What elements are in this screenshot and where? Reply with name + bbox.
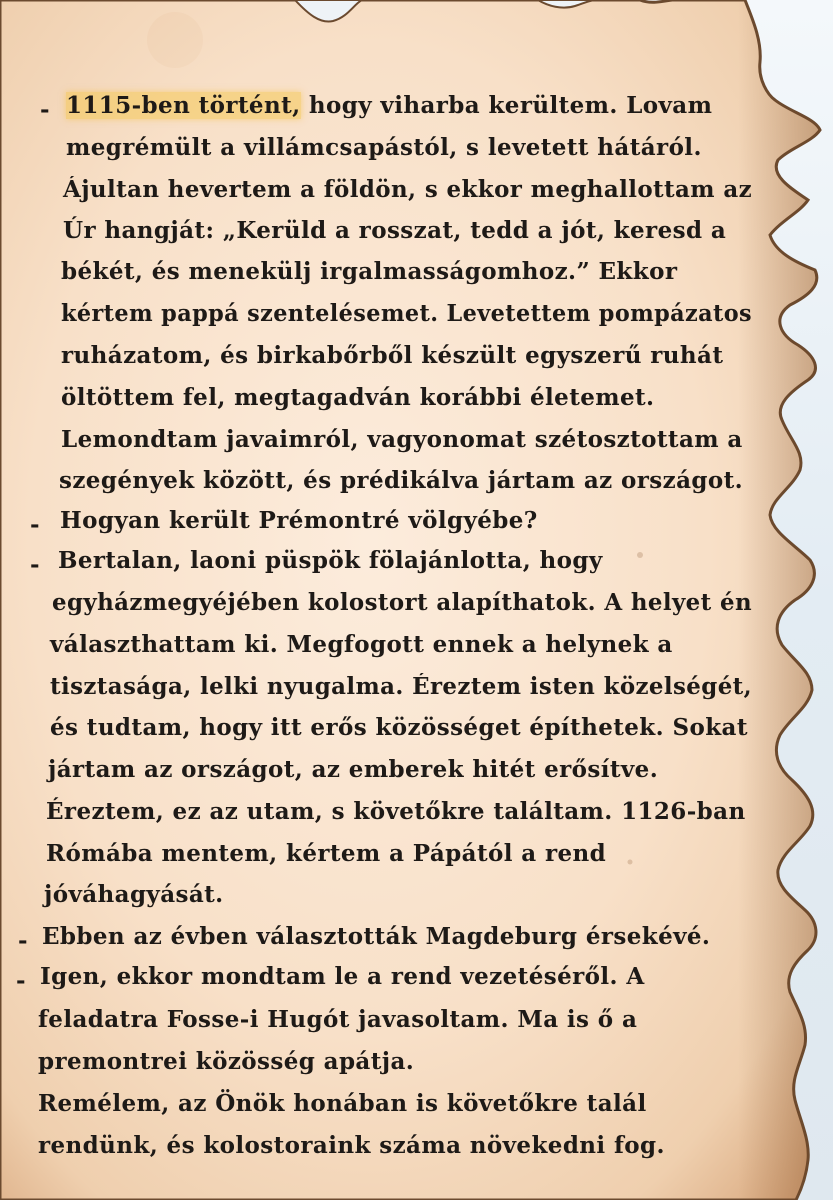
text-line: Hogyan került Prémontré völgyébe? bbox=[60, 507, 538, 534]
text-line: öltöttem fel, megtagadván korábbi életemet. bbox=[61, 384, 655, 411]
text-line: jóváhagyását. bbox=[44, 881, 224, 908]
dialogue-dash: - bbox=[16, 967, 26, 994]
text-line: és tudtam, hogy itt erős közösséget építhetek. Sokat bbox=[50, 714, 748, 741]
text-line: választhattam ki. Megfogott ennek a helynek a bbox=[50, 631, 673, 658]
text-line: Ebben az évben választották Magdeburg érsekévé. bbox=[42, 923, 711, 950]
text-line: megrémült a villámcsapástól, s levetett hátáról. bbox=[66, 134, 702, 161]
text-line: Lemondtam javaimról, vagyonomat szétosztottam a bbox=[61, 426, 743, 453]
text-line: rendünk, és kolostoraink száma növekedni fog. bbox=[38, 1132, 665, 1159]
text-line: Éreztem, ez az utam, s követőkre találtam. 1126-ban bbox=[46, 798, 746, 825]
text-line: Úr hangját: „Kerüld a rosszat, tedd a jót, keresd a bbox=[63, 217, 727, 244]
text-line: jártam az országot, az emberek hitét erősítve. bbox=[48, 756, 659, 783]
dialogue-dash: - bbox=[30, 551, 40, 578]
text-line: tisztasága, lelki nyugalma. Éreztem isten közelségét, bbox=[50, 673, 753, 700]
text-line: egyházmegyéjében kolostort alapíthatok. A helyet én bbox=[52, 589, 753, 616]
text-line-rest: hogy viharba kerültem. Lovam bbox=[300, 92, 713, 119]
text-line: Bertalan, laoni püspök fölajánlotta, hogy bbox=[58, 547, 603, 574]
highlighted-phrase: 1115-ben történt, bbox=[66, 92, 301, 119]
text-line: Igen, ekkor mondtam le a rend vezetéséről. A bbox=[40, 963, 645, 990]
text-line: szegények között, és prédikálva jártam az országot. bbox=[59, 467, 744, 494]
dialogue-dash: - bbox=[18, 927, 28, 954]
text-line: premontrei közösség apátja. bbox=[38, 1048, 415, 1075]
text-line: Rómába mentem, kértem a Pápától a rend bbox=[46, 840, 607, 867]
text-line bbox=[66, 94, 712, 117]
text-line: Remélem, az Önök honában is követőkre talál bbox=[38, 1090, 647, 1117]
dialogue-dash: - bbox=[40, 96, 50, 123]
text-line: feladatra Fosse-i Hugót javasoltam. Ma is ő a bbox=[38, 1006, 638, 1033]
text-line: ruházatom, és birkabőrből készült egyszerű ruhát bbox=[61, 342, 724, 369]
text-line: kértem pappá szentelésemet. Levetettem pompázatos bbox=[61, 300, 752, 327]
text-line: békét, és menekülj irgalmasságomhoz.” Ekkor bbox=[61, 258, 678, 285]
text-line: Ájultan hevertem a földön, s ekkor meghallottam az bbox=[63, 176, 753, 203]
dialogue-dash: - bbox=[30, 511, 40, 538]
